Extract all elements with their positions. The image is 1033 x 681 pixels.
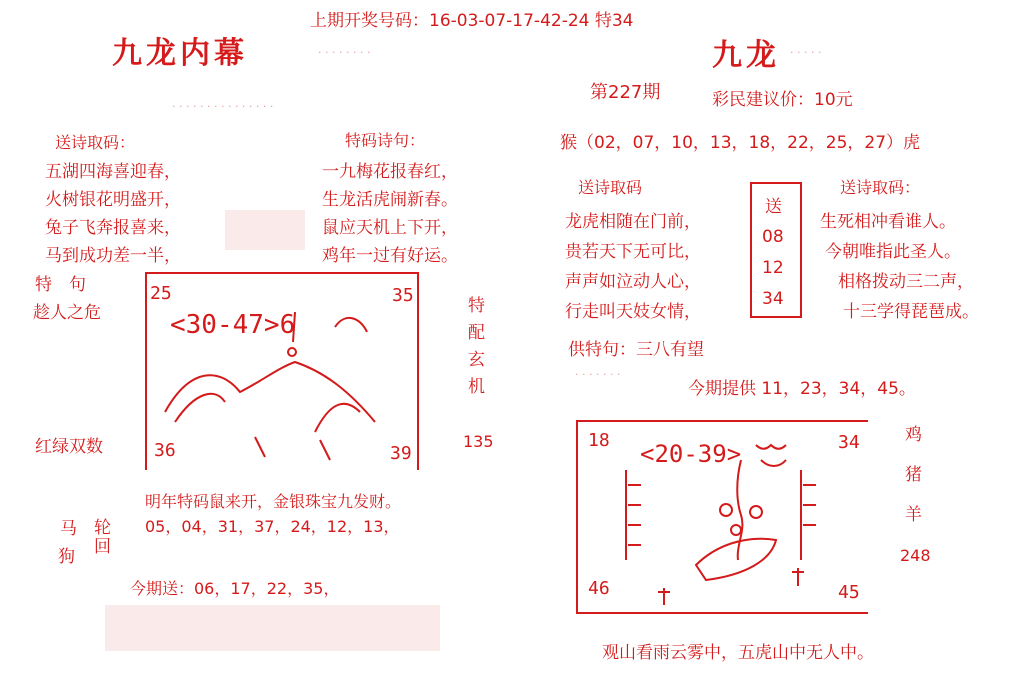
right-provide-line: 今期提供 11，23，34，45。 [688, 379, 916, 399]
right-title-faint: · · · · · [790, 46, 822, 59]
right-poem-right-line: 相格拨动三二声， [838, 272, 974, 292]
left-poem-left-line: 兔子飞奔报喜来， [45, 218, 181, 238]
left-bottom-left-ma: 马 [60, 519, 77, 539]
left-poem-right-line: 鼠应天机上下开， [322, 218, 458, 238]
left-hand-note: <30-47>6 [170, 310, 296, 340]
right-side-zhu: 猪 [905, 465, 922, 485]
right-side-number: 248 [900, 546, 931, 565]
right-zodiac-line: 猴（02，07，10，13，18，22，25，27）虎 [560, 133, 921, 153]
right-special-line: 供特句：三八有望 [568, 340, 704, 360]
right-poem-left-line: 行走叫天妓女情， [565, 302, 701, 322]
right-corner-br: 45 [838, 582, 860, 603]
left-special-label: 特 句 [35, 275, 86, 295]
left-poem-left-line: 五湖四海喜迎春， [45, 162, 181, 182]
left-corner-tr: 35 [392, 285, 414, 306]
right-send-box-number: 08 [762, 227, 784, 247]
left-bottom-row2: 05，04，31，37，24，12，13， [145, 517, 400, 536]
right-footer-line: 观山看雨云雾中，五虎山中无人中。 [602, 643, 874, 663]
left-bottom-row1: 明年特码鼠来开，金银珠宝九发财。 [145, 492, 402, 511]
left-pink-block [225, 210, 305, 250]
right-hand-note: <20-39> [640, 440, 742, 468]
left-poem-left-line: 马到成功差一半， [45, 246, 181, 266]
right-poem-right-line: 十三学得琵琶成。 [843, 302, 979, 322]
left-corner-tl: 25 [150, 283, 172, 304]
last-draw-header: 上期开奖号码：16-03-07-17-42-24 特34 [310, 11, 634, 31]
left-poem-left-title: 送诗取码： [55, 133, 136, 152]
right-poem-left-line: 声声如泣动人心， [565, 272, 701, 292]
left-corner-br: 39 [390, 443, 412, 464]
right-corner-tl: 18 [588, 430, 610, 451]
right-corner-tr: 34 [838, 432, 860, 453]
left-bottom-left-lunhui: 轮回 [90, 518, 110, 556]
left-bottom-left-gou: 狗 [58, 547, 75, 567]
left-special-phrase: 趁人之危 [33, 303, 101, 323]
right-tree-drawing [576, 420, 866, 610]
left-poem-right-line: 一九梅花报春红， [322, 162, 458, 182]
right-corner-bl: 46 [588, 578, 610, 599]
right-poem-left-line: 龙虎相随在门前， [565, 212, 701, 232]
right-side-ji: 鸡 [905, 425, 922, 445]
right-poem-left-title: 送诗取码 [578, 178, 643, 197]
left-corner-bl: 36 [154, 440, 176, 461]
left-poem-left-line: 火树银花明盛开， [45, 190, 181, 210]
right-poem-right-line: 今朝唯指此圣人。 [825, 242, 961, 262]
right-side-yang: 羊 [905, 505, 922, 525]
right-price: 彩民建议价：10元 [712, 90, 853, 110]
right-faint-row: · · · · · · · [575, 368, 621, 381]
right-poem-right-line: 生死相冲看谁人。 [820, 212, 956, 232]
right-send-box-number: 34 [762, 289, 784, 309]
left-side-vertical: 特配玄机 [464, 296, 484, 404]
left-line-faint: · · · · · · · · · · · · · · · [172, 100, 274, 113]
left-redgreen-label: 红绿双数 [35, 437, 103, 457]
right-send-box-number: 12 [762, 258, 784, 278]
right-issue: 第227期 [590, 82, 661, 103]
left-side-number: 135 [463, 432, 494, 451]
left-title: 九龙内幕 [112, 36, 248, 71]
left-today-send: 今期送：06，17，22，35， [130, 579, 340, 598]
left-subtitle-faint: · · · · · · · · [318, 46, 371, 59]
right-poem-right-title: 送诗取码： [840, 178, 921, 197]
left-poem-right-line: 鸡年一过有好运。 [322, 246, 458, 266]
left-poem-right-line: 生龙活虎闹新春。 [322, 190, 458, 210]
left-poem-right-title: 特码诗句： [345, 131, 426, 150]
right-title: 九龙 [712, 38, 780, 73]
left-pink-footer [105, 605, 440, 651]
right-poem-left-line: 贵若天下无可比， [565, 242, 701, 262]
left-mountain-drawing [145, 272, 415, 468]
right-send-box-label: 送 [765, 197, 782, 217]
